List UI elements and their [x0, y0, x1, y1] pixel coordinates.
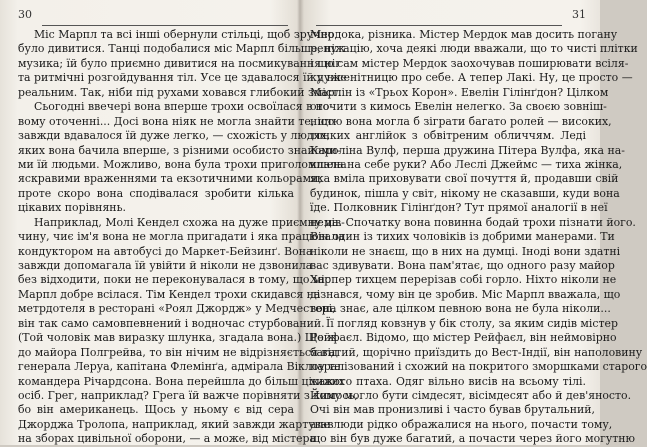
- text-line: бо він американець. Щось у ньому є від сера: [18, 403, 294, 417]
- text-line: ми їй людьми. Можливо, вона була трохи приголомшена: [18, 157, 347, 171]
- page-number: 30: [18, 8, 32, 21]
- text-line: завжди допомагала їй увійти й ніколи не дзвонила: [18, 259, 313, 272]
- text-line: та ритмічні розгойдування тіл. Усе це здавалося їй дуже: [18, 71, 347, 85]
- header-rule: [42, 25, 288, 26]
- text-line: цікавих порівнянь.: [18, 201, 126, 215]
- text-line: і що сам містер Мердок заохочував поширювати всіля-: [310, 56, 629, 70]
- text-line: дізнався, чому він це зробив. Міс Марпл вважала, що: [310, 287, 621, 301]
- text-line: паралізований і схожий на покритого зморшками старого: [310, 360, 647, 374]
- text-line: клала на себе руки? Або Леслі Джеймс — тиха жінка,: [310, 157, 623, 171]
- text-line: Джорджа Тролопа, наприклад, який завжди жартував: [18, 417, 334, 431]
- text-line: репутацію, хоча деякі люди вважали, що то чисті плітки: [310, 42, 638, 56]
- text-line: багатий, щорічно приїздить до Вест-Індії, він наполовину: [310, 345, 643, 359]
- text-line: тонких англійок з обвітреним обличчям. Леді: [310, 129, 586, 143]
- text-line: ніколи не знаєш, що в них на думці. Іноді вони здатні: [310, 244, 621, 258]
- text-line: на зборах цивільної оборони, — а може, від містера: [18, 432, 316, 446]
- text-line: Її погляд ковзнув у бік столу, за яким сидів містер: [326, 316, 618, 330]
- text-line: проте скоро вона сподівалася зробити кілька: [18, 186, 294, 200]
- text-line: Очі він мав пронизливі і часто бував брутальний,: [310, 403, 595, 417]
- text-line: Мердока, різника. Містер Мердок мав досить погану: [310, 28, 618, 41]
- text-line: ку нісенітницю про себе. А тепер Лакі. Ну, це просто —: [310, 71, 633, 85]
- text-line: командера Річардсона. Вона перейшла до більш цікавих: [18, 374, 345, 388]
- right-page-text: [310, 28, 647, 447]
- text-line: будинок, пішла у світ, нікому не сказавши, куди вона: [310, 186, 620, 200]
- text-line: Йому могло бути сімдесят, вісімдесят або й дев'яносто.: [310, 388, 632, 402]
- right-page: [310, 0, 647, 446]
- text-line: що він був дуже багатий, а почасти через його могутню: [310, 432, 636, 446]
- text-line: вона знає, але цілком певною вона не була ніколи...: [310, 302, 611, 316]
- text-line: Кароліна Вулф, перша дружина Пітера Вулфа, яка на-: [310, 143, 625, 157]
- page-number: 31: [572, 8, 586, 21]
- text-line: нема. Спочатку вона повинна бодай трохи пізнати його.: [310, 215, 636, 229]
- text-line: але люди рідко ображалися на нього, почасти тому,: [310, 417, 613, 431]
- text-line: Марпл добре всілася. Тім Кендел трохи скидався на: [18, 287, 321, 301]
- text-line: яскравими враженнями та екзотичними кольорами;: [18, 172, 323, 186]
- text-line: (Той чоловік мав виразку шлунка, згадала вона.) Що ж: [18, 331, 338, 345]
- text-line: Сьогодні ввечері вона вперше трохи освоїлася в но-: [34, 100, 334, 114]
- text-line: їде. Полковник Гілінґдон? Тут прямої аналогії в неї: [310, 201, 608, 215]
- text-line: кондуктором на автобусі до Маркет-Бейзинґ. Вона: [18, 244, 313, 258]
- right-page-header: [310, 8, 586, 20]
- text-line: Він один із тихих чоловіків із добрими манерами. Ти: [310, 230, 615, 244]
- text-line: Міс Марпл та всі інші обернули стільці, щоб зручно: [34, 28, 335, 41]
- text-line: без відходити, поки не переконувалася в тому, що міс: [18, 273, 331, 287]
- text-line: завжди вдавалося їй дуже легко, — схожість у людях,: [18, 129, 331, 143]
- text-line: вас здивувати. Вона пам'ятає, що одного разу майор: [310, 259, 615, 272]
- text-line: вому оточенні... Досі вона ніяк не могла знайти те, що: [18, 114, 335, 128]
- text-line: хижого птаха. Одяг вільно висів на всьому тілі.: [310, 374, 586, 388]
- left-page-text: [18, 28, 358, 447]
- text-line: музика; їй було приємно дивитися на посмикування ніг: [18, 56, 342, 70]
- text-line: осіб. Грег, наприклад? Грега їй важче порівняти з кимось,: [18, 388, 358, 402]
- text-line: реальним. Так, ніби під рухами ховався глибокий зміст.: [18, 85, 342, 99]
- text-line: Харпер тихцем перерізав собі горло. Ніхто ніколи не: [310, 273, 617, 287]
- text-line: він так само самовпевнений і водночас стурбований.: [18, 316, 325, 330]
- text-line: було дивитися. Танці подобалися міс Марпл більше, ніж: [18, 42, 346, 56]
- text-line: метрдотеля в ресторані «Роял Джордж» у Медчестері,: [18, 302, 336, 316]
- text-line: генерала Леруа, капітана Флемінґа, адмірала Віклоу та: [18, 360, 341, 374]
- left-page: [18, 0, 358, 446]
- text-line: Марлін із «Трьох Корон». Евелін Гілінґдон? Цілком: [310, 85, 609, 99]
- text-line: Наприклад, Молі Кендел схожа на дуже приємну дів-: [34, 215, 345, 229]
- header-rule: [316, 25, 562, 26]
- text-line: ністю вона могла б зіграти багато ролей — високих,: [310, 114, 612, 128]
- text-line: яка вміла приховувати свої почуття й, продавши свій: [310, 172, 619, 186]
- text-line: чину, чиє ім'я вона не могла пригадати і яка працювала: [18, 230, 345, 244]
- text-line: яких вона бачила вперше, з різними особисто знайоми-: [18, 143, 341, 157]
- text-line: Рейфаєл. Відомо, що містер Рейфаєл, він неймовірно: [310, 331, 617, 345]
- left-page-header: [18, 8, 294, 20]
- text-line: до майора Полгрейва, то він нічим не відрізняється від: [18, 345, 338, 359]
- text-line: оточити з кимось Евелін нелегко. За своєю зовніш-: [310, 100, 607, 114]
